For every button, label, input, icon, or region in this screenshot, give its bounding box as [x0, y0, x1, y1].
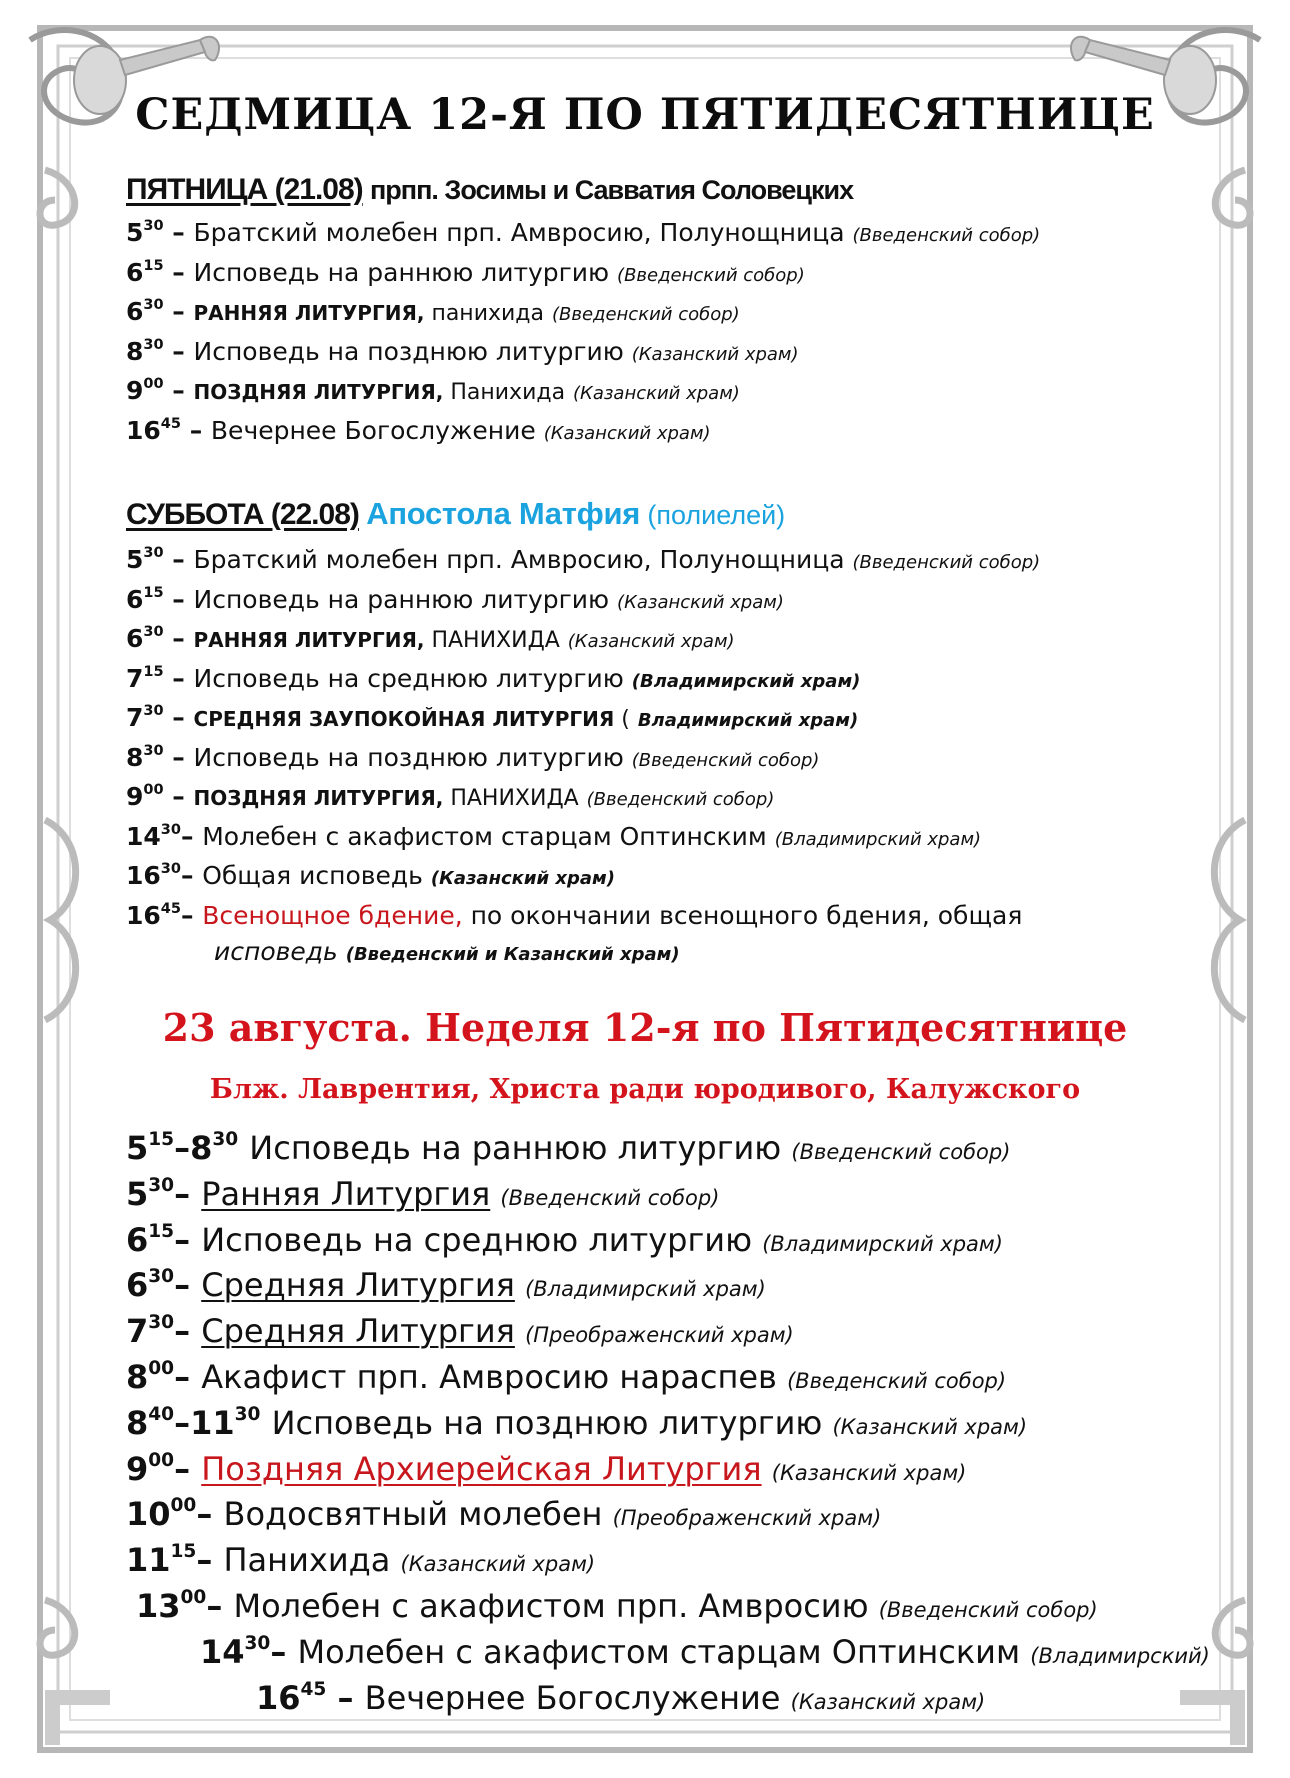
time-minutes: 00: [180, 1587, 207, 1609]
service-name: Средняя Литургия: [201, 1312, 515, 1351]
service-time: $14^{30}-$: [126, 821, 203, 851]
schedule-row: [126, 336, 799, 371]
service-location: (Введенский собор): [551, 304, 740, 325]
service-location: (Преображенский храм): [525, 1323, 794, 1348]
service-time: $8^{00}-$: [126, 1358, 202, 1396]
time-minutes: 00: [148, 1449, 175, 1471]
service-name: Поздняя Архиерейская Литургия: [201, 1449, 762, 1488]
time-minutes: 15: [143, 257, 164, 274]
schedule-row: [126, 1128, 1010, 1172]
time-minutes: 30: [143, 218, 164, 235]
service-time: $6^{15}-$: [126, 1220, 202, 1259]
time-minutes: 30: [143, 545, 164, 562]
schedule-row: [126, 1174, 719, 1218]
schedule-row: [126, 623, 735, 658]
schedule-row: [126, 1540, 595, 1584]
schedule-row: [126, 257, 805, 292]
schedule-row: [126, 663, 860, 698]
service-location: (Введенский и Казанский храм): [345, 943, 680, 965]
service-name-caps: СРЕДНЯЯ ЗАУПОКОЙНАЯ ЛИТУРГИЯ: [193, 707, 615, 731]
service-time: $5^{30}-$: [126, 1174, 202, 1213]
service-name: Исповедь на среднюю литургию: [193, 663, 624, 693]
time-minutes: 30: [148, 1174, 175, 1196]
sunday-title: 23 августа. Неделя 12-я по Пятидесятнице: [162, 1005, 1128, 1050]
service-name: Исповедь на раннюю литургию: [249, 1129, 782, 1167]
service-time: $16^{45}-$: [126, 900, 203, 930]
service-name: Молебен с акафистом старцам Оптинским: [297, 1632, 1021, 1671]
service-location: (Введенский собор): [617, 264, 805, 286]
schedule-row: [126, 1220, 1003, 1264]
saturday-heading: [126, 496, 785, 532]
service-location: (Казанский храм): [617, 591, 784, 613]
schedule-row: [126, 1357, 1006, 1401]
service-time: $6^{15}$ –: [126, 257, 194, 287]
schedule-row: [126, 584, 784, 619]
schedule-row: [126, 1403, 1027, 1447]
service-time: $16^{30}-$: [126, 861, 203, 890]
service-name: Вечернее Богослужение: [364, 1678, 781, 1717]
time-minutes: 30: [143, 297, 164, 314]
schedule-row: [126, 296, 740, 331]
service-name: Молебен с акафистом старцам Оптинским: [202, 821, 767, 851]
service-name: Акафист прп. Амвросию нараспев: [201, 1358, 777, 1396]
service-time: $9^{00}$ –: [126, 376, 194, 405]
schedule-row-continuation: [214, 936, 680, 971]
time-minutes: 45: [160, 415, 181, 432]
time-minutes: 00: [148, 1358, 175, 1380]
schedule-row: [126, 375, 740, 410]
service-name: Исповедь на позднюю литургию: [271, 1403, 823, 1442]
schedule-row: [126, 1311, 794, 1355]
time-minutes: 45: [160, 900, 181, 917]
time-minutes: 15: [148, 1129, 175, 1151]
service-time: $7^{30}-$: [126, 1312, 202, 1351]
time-minutes: 30: [143, 624, 164, 641]
service-name-continued: исповедь: [214, 936, 338, 966]
service-name: Братский молебен прп. Амвросию, Полунощница: [193, 218, 845, 247]
service-name: ПАНИХИДА: [424, 628, 560, 653]
service-location: (Казанский храм): [573, 383, 740, 404]
schedule-row: [126, 1449, 966, 1493]
time-minutes: 30: [143, 742, 164, 759]
service-time: $13^{00}-$: [136, 1587, 234, 1625]
time-minutes: 15: [143, 584, 164, 601]
service-time: $8^{40}-11^{30}$: [126, 1403, 261, 1442]
service-name: Общая исповедь: [202, 861, 423, 890]
schedule-row: [200, 1632, 1210, 1676]
service-location: (Владимирский храм): [631, 670, 861, 692]
time-minutes: 30: [143, 336, 164, 353]
service-name: панихида: [424, 301, 545, 326]
service-location: (Казанский храм): [790, 1689, 986, 1714]
time-minutes: 40: [148, 1403, 175, 1425]
schedule-row: [126, 900, 1022, 932]
friday-day: ПЯТНИЦА (21.08): [126, 173, 363, 206]
schedule-row: [126, 742, 819, 777]
service-location: (Казанский храм): [771, 1460, 967, 1485]
schedule-row: [126, 415, 711, 450]
time-minutes: 30: [148, 1312, 175, 1334]
service-time: $6^{30}$ –: [126, 297, 194, 326]
time-minutes: 00: [143, 376, 164, 393]
time-minutes: 15: [170, 1541, 197, 1563]
schedule-row: [126, 1265, 766, 1309]
service-name: Панихида: [443, 380, 566, 405]
schedule-row: [126, 1494, 881, 1538]
service-location: (Владимирский храм): [762, 1231, 1003, 1256]
service-location: (Преображенский храм): [612, 1506, 882, 1531]
service-location: (Введенский собор): [878, 1598, 1098, 1622]
service-location: (Введенский собор): [586, 789, 775, 810]
service-name-highlight: Всенощное бдение,: [202, 900, 463, 930]
service-time: $8^{30}$ –: [126, 742, 194, 772]
service-location: Владимирский храм): [637, 710, 859, 731]
time-minutes: 30: [160, 821, 181, 838]
service-location: (Владимирский храм): [525, 1277, 766, 1302]
time-minutes: 45: [300, 1678, 327, 1700]
schedule-row: [126, 821, 981, 856]
service-name: Средняя Литургия: [201, 1266, 515, 1305]
service-time: $6^{30}$ –: [126, 624, 194, 653]
service-time: $7^{30}$ –: [126, 703, 194, 732]
time-minutes: 15: [148, 1220, 175, 1242]
time-minutes: 30: [234, 1403, 261, 1425]
saturday-feast-note: (полиелей): [647, 500, 786, 530]
service-location: (Казанский храм): [430, 868, 615, 889]
service-name: Исповедь на раннюю литургию: [193, 584, 610, 614]
service-name-caps: ПОЗДНЯЯ ЛИТУРГИЯ,: [193, 786, 444, 810]
service-name: Панихида: [223, 1541, 391, 1580]
service-name-caps: РАННЯЯ ЛИТУРГИЯ,: [193, 628, 425, 652]
page-title: СЕДМИЦА 12-Я ПО ПЯТИДЕСЯТНИЦЕ: [135, 90, 1155, 140]
service-location: (Казанский храм): [567, 631, 735, 652]
service-location: (Введенский собор): [852, 225, 1041, 246]
service-location: (Введенский собор): [500, 1185, 720, 1210]
service-location: (Казанский храм): [832, 1414, 1028, 1439]
service-name-caps: РАННЯЯ ЛИТУРГИЯ,: [193, 301, 425, 325]
schedule-row: [126, 544, 1040, 579]
service-time: $16^{45}$ –: [126, 415, 211, 445]
service-name-caps: ПОЗДНЯЯ ЛИТУРГИЯ,: [193, 380, 444, 404]
service-location: (Введенский собор): [791, 1140, 1011, 1164]
service-location: (Казанский храм): [543, 422, 711, 444]
service-location: (Казанский храм): [631, 343, 799, 365]
schedule-row: [126, 217, 1040, 252]
service-name: ПАНИХИДА: [443, 786, 579, 811]
service-time: $5^{30}$ –: [126, 545, 194, 574]
service-name: Исповедь на среднюю литургию: [201, 1220, 753, 1259]
friday-saints: прпп. Зосимы и Савватия Соловецких: [370, 175, 854, 205]
service-name: Вечернее Богослужение: [210, 415, 536, 445]
service-location: (Введенский собор): [852, 552, 1041, 573]
service-name: Исповедь на позднюю литургию: [193, 336, 624, 366]
service-time: $8^{30}$ –: [126, 336, 194, 366]
sunday-subtitle: Блж. Лаврентия, Христа ради юродивого, Калужского: [209, 1074, 1081, 1105]
service-location: (Введенский собор): [631, 749, 820, 771]
time-minutes: 30: [148, 1266, 175, 1288]
service-name: Исповедь на позднюю литургию: [193, 742, 624, 772]
service-time: $9^{00}-$: [126, 1449, 202, 1488]
service-time: $9^{00}$ –: [126, 782, 194, 811]
schedule-row: [136, 1586, 1098, 1630]
schedule-row: [256, 1678, 985, 1722]
saturday-feast: Апостола Матфия: [366, 496, 640, 531]
service-name: Ранняя Литургия: [201, 1174, 491, 1213]
schedule-row: [126, 781, 774, 816]
service-name: Братский молебен прп. Амвросию, Полунощница: [193, 545, 845, 574]
time-minutes: 30: [244, 1632, 271, 1654]
service-name: Исповедь на раннюю литургию: [193, 257, 610, 287]
time-minutes: 15: [143, 663, 164, 680]
friday-heading: [126, 173, 853, 207]
service-location: (Владимирский храм): [774, 828, 982, 850]
service-time: $16^{45}$ –: [256, 1678, 365, 1717]
time-minutes: 00: [170, 1495, 197, 1517]
service-name: Молебен с акафистом прп. Амвросию: [233, 1587, 869, 1625]
time-minutes: 00: [143, 782, 164, 799]
service-time: $5^{15}-8^{30}$: [126, 1129, 239, 1167]
service-location: (Введенский собор): [787, 1369, 1007, 1393]
service-time: $6^{30}-$: [126, 1266, 202, 1305]
service-time: $7^{15}$ –: [126, 663, 194, 693]
service-time: $14^{30}-$: [200, 1632, 298, 1671]
service-time: $6^{15}$ –: [126, 584, 194, 614]
time-minutes: 30: [160, 861, 181, 878]
schedule-row: [126, 860, 615, 895]
service-time: $5^{30}$ –: [126, 218, 194, 247]
schedule-row: [126, 702, 858, 737]
service-name: по окончании всенощного бдения, общая: [462, 900, 1023, 930]
service-name: Водосвятный молебен: [223, 1495, 603, 1534]
saturday-day: СУББОТА (22.08): [126, 498, 359, 531]
service-location: (Владимирский): [1030, 1643, 1210, 1668]
service-name: (: [614, 707, 630, 732]
time-minutes: 30: [143, 703, 164, 720]
service-location: (Казанский храм): [400, 1552, 596, 1577]
service-time: $11^{15}-$: [126, 1541, 224, 1580]
service-time: $10^{00}-$: [126, 1495, 224, 1534]
time-minutes: 30: [212, 1129, 239, 1151]
